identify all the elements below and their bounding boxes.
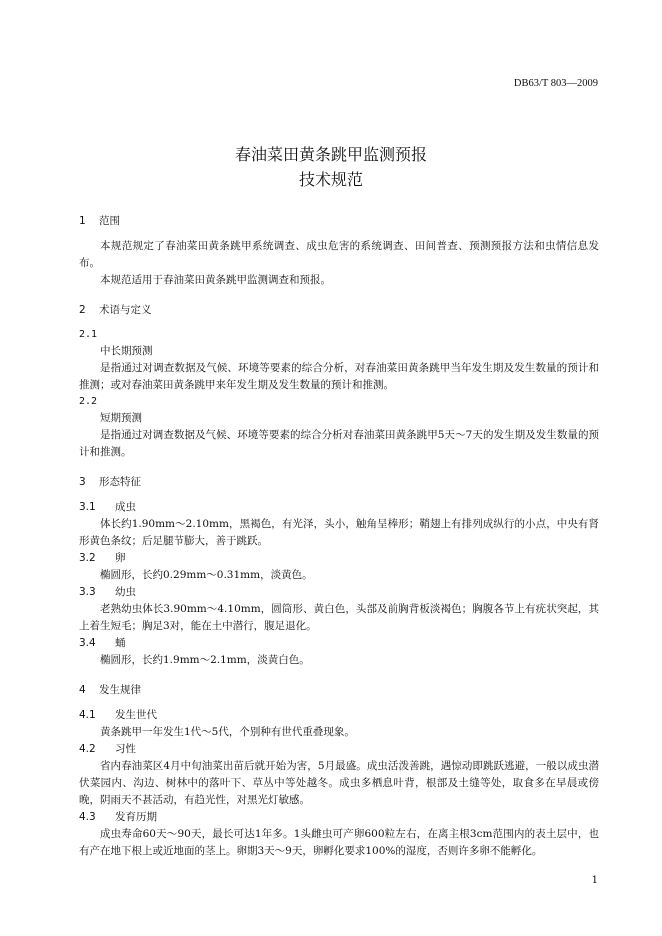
subsection-heading xyxy=(79,584,599,601)
subsection-number: 3.3 xyxy=(79,586,96,598)
subsection-heading xyxy=(79,550,599,567)
paragraph: 本规范适用于春油菜田黄条跳甲监测调查和预报。 xyxy=(100,274,331,286)
section-title: 范围 xyxy=(99,215,120,227)
subsection-title: 幼虫 xyxy=(115,586,136,598)
subsection-number: 4.2 xyxy=(79,743,96,755)
paragraph: 成虫寿命60天～90天，最长可达1年多。1头雌虫可产卵600粒左右，在离主根3cm范围内的表土层中，也有产在地下根上或近地面的茎上。卵期3天～9天，卵孵化要求100%的湿度，否则许多卵不能孵化。 xyxy=(79,828,599,857)
paragraph: 黄条跳甲一年发生1代～5代，个别种有世代重叠现象。 xyxy=(100,726,355,738)
subsection-title: 蛹 xyxy=(115,637,126,649)
term-name: 中长期预测 xyxy=(100,345,153,357)
subsection-title: 卵 xyxy=(115,552,126,564)
subsection-number: 3.1 xyxy=(79,501,96,513)
clause-number: 2.2 xyxy=(79,396,98,407)
section-title: 发生规律 xyxy=(99,684,141,696)
subsection-heading xyxy=(79,741,599,758)
subsection-heading xyxy=(79,499,599,516)
section-title: 术语与定义 xyxy=(99,304,152,316)
section-title: 形态特征 xyxy=(99,476,141,488)
document-subtitle: 技术规范 xyxy=(298,170,363,189)
section-number: 2 xyxy=(79,304,86,316)
term-definition: 是指通过对调查数据及气候、环境等要素的综合分析对春油菜田黄条跳甲5天～7天的发生期及发生数量的预计和推测。 xyxy=(79,429,599,458)
subsection-heading xyxy=(79,635,599,652)
subsection-number: 3.2 xyxy=(79,552,96,564)
term-definition: 是指通过对调查数据及气候、环境等要素的综合分析，对春油菜田黄条跳甲当年发生期及发生数量的预计和推测；或对春油菜田黄条跳甲来年发生期及发生数量的预计和推测。 xyxy=(79,362,599,391)
section-heading xyxy=(79,301,599,319)
paragraph: 老熟幼虫体长3.90mm～4.10mm，圆筒形、黄白色，头部及前胸背板淡褐色；胸腹各节上有疣状突起，其上着生短毛；胸足3对，能在土中潜行，腹足退化。 xyxy=(79,603,599,632)
standard-code: DB63/T 803—2009 xyxy=(513,78,598,89)
document-title: 春油菜田黄条跳甲监测预报 xyxy=(234,145,427,164)
paragraph: 椭圆形，长约1.9mm～2.1mm，淡黄白色。 xyxy=(100,654,310,666)
section-heading xyxy=(79,473,599,491)
section-heading xyxy=(79,212,599,230)
term-name: 短期预测 xyxy=(100,412,142,424)
section-heading xyxy=(79,681,599,699)
subsection-heading xyxy=(79,809,599,826)
document-body xyxy=(79,212,599,860)
paragraph: 椭圆形，长约0.29mm～0.31mm，淡黄色。 xyxy=(100,569,313,581)
section-number: 3 xyxy=(79,476,86,488)
paragraph: 本规范规定了春油菜田黄条跳甲系统调查、成虫危害的系统调查、田间普查、预测预报方法和虫情信息发布。 xyxy=(79,240,599,269)
paragraph: 省内春油菜区4月中旬油菜出苗后就开始为害，5月最盛。成虫活泼善跳，遇惊动即跳跃逃避，一般以成虫潜伏菜园内、沟边、树林中的落叶下、草丛中等处越冬。成虫多栖息叶背，根部及土缝等处，取食多在早晨或傍晚，阴雨天不甚活动，有趋光性，对黑光灯敏感。 xyxy=(79,760,599,806)
clause-number: 2.1 xyxy=(79,329,98,340)
subsection-number: 4.1 xyxy=(79,709,96,721)
subsection-title: 发育历期 xyxy=(115,811,157,823)
paragraph: 体长约1.90mm～2.10mm，黑褐色，有光泽，头小，触角呈棒形；鞘翅上有排列成纵行的小点，中央有肾形黄色条纹；后足腿节膨大，善于跳跃。 xyxy=(79,518,599,547)
subsection-title: 习性 xyxy=(115,743,136,755)
subsection-title: 发生世代 xyxy=(115,709,157,721)
page-number: 1 xyxy=(591,875,598,886)
subsection-title: 成虫 xyxy=(115,501,136,513)
section-number: 1 xyxy=(79,215,86,227)
subsection-number: 4.3 xyxy=(79,811,96,823)
subsection-heading xyxy=(79,707,599,724)
subsection-number: 3.4 xyxy=(79,637,96,649)
section-number: 4 xyxy=(79,684,86,696)
